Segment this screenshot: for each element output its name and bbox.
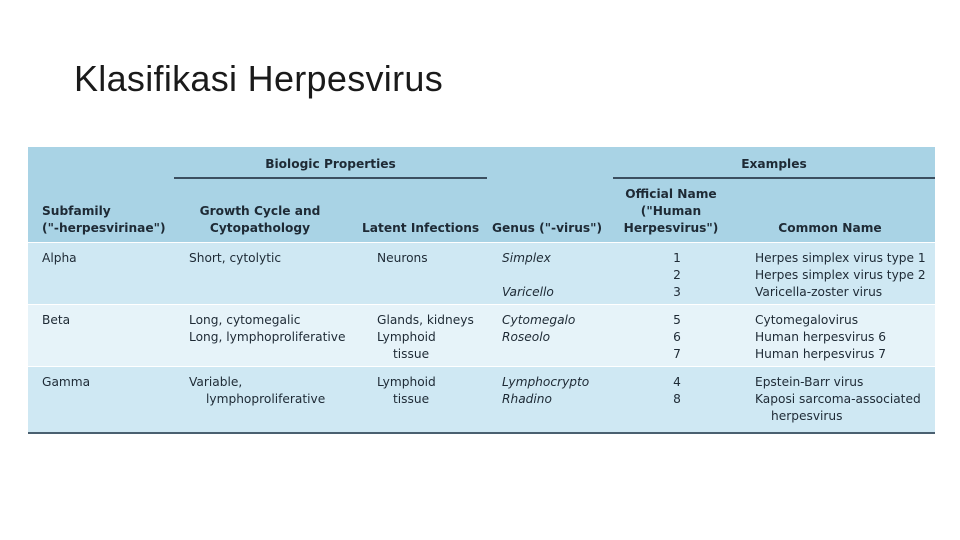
cell-latent: tissue [393,392,430,406]
group-header-rule [174,177,487,179]
group-header-biologic: Biologic Properties [265,157,396,171]
slide-title: Klasifikasi Herpesvirus [74,58,444,99]
col-header-subfamily: ("-herpesvirinae") [42,221,166,235]
cell-genus: Lymphocrypto [502,375,590,389]
cell-latent: Lymphoid [377,375,436,389]
cell-growth: Variable, [189,375,243,389]
cell-common: Herpes simplex virus type 1 [755,251,926,265]
cell-official: 3 [673,285,681,299]
cell-official: 4 [673,375,681,389]
cell-growth: Long, lymphoproliferative [189,330,346,344]
cell-common: Human herpesvirus 7 [755,347,886,361]
col-header-subfamily: Subfamily [42,204,111,218]
col-header-official: Official Name [625,187,717,201]
header-separator [28,242,935,243]
cell-common: Kaposi sarcoma-associated [755,392,921,406]
cell-common: Varicella-zoster virus [755,285,883,299]
cell-subfamily: Alpha [42,251,77,265]
table-bottom-rule [28,432,935,434]
cell-official: 1 [673,251,681,265]
cell-growth: Short, cytolytic [189,251,282,265]
col-header-growth: Cytopathology [209,221,311,235]
col-header-growth: Growth Cycle and [199,204,321,218]
group-header-rule [613,177,935,179]
cell-official: 6 [673,330,681,344]
col-header-latent: Latent Infections [362,221,480,235]
cell-latent: Lymphoid [377,330,436,344]
col-header-genus: Genus ("-virus") [492,221,603,235]
cell-official: 2 [673,268,681,282]
cell-common: Human herpesvirus 6 [755,330,886,344]
cell-subfamily: Gamma [42,375,91,389]
cell-common: Herpes simplex virus type 2 [755,268,926,282]
cell-genus: Roseolo [502,330,551,344]
row-separator [28,366,935,367]
cell-latent: Glands, kidneys [377,313,474,327]
row-separator [28,304,935,305]
group-header-examples: Examples [741,157,807,171]
cell-genus: Cytomegalo [502,313,576,327]
cell-official: 8 [673,392,681,406]
col-header-official: Herpesvirus") [623,221,719,235]
col-header-common: Common Name [778,221,882,235]
col-header-official: ("Human [640,204,702,218]
cell-genus: Simplex [502,251,551,265]
cell-genus: Varicello [502,285,554,299]
cell-common: Epstein-Barr virus [755,375,864,389]
cell-subfamily: Beta [42,313,71,327]
cell-genus: Rhadino [502,392,552,406]
cell-latent: Neurons [377,251,428,265]
cell-official: 7 [673,347,681,361]
cell-latent: tissue [393,347,430,361]
cell-growth: lymphoproliferative [206,392,326,406]
herpesvirus-classification-table [28,147,935,433]
cell-common: herpesvirus [771,409,843,423]
cell-common: Cytomegalovirus [755,313,859,327]
cell-official: 5 [673,313,681,327]
cell-growth: Long, cytomegalic [189,313,301,327]
